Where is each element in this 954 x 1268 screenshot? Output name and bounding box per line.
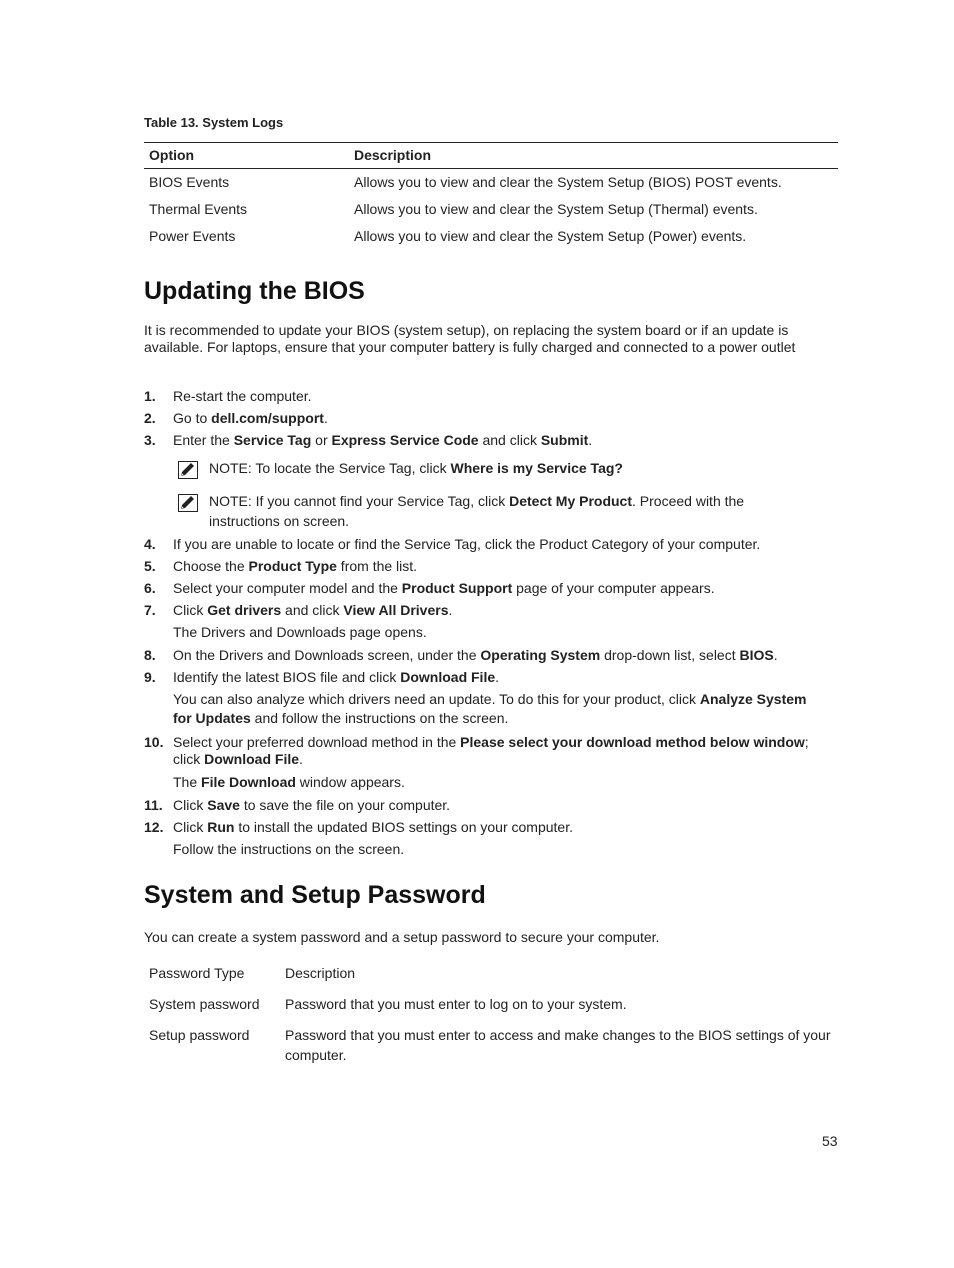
step-text: Choose the Product Type from the list.: [173, 558, 418, 574]
step-text: Click Run to install the updated BIOS settings on your computer.: [173, 819, 573, 835]
step-number: 8.: [144, 647, 156, 663]
system-logs-table: [144, 142, 838, 250]
section-heading-updating-bios: Updating the BIOS: [144, 277, 365, 305]
cell-password-type: System password: [149, 996, 260, 1012]
cell-option: Thermal Events: [149, 201, 248, 217]
step-text: If you are unable to locate or find the Service Tag, click the Product Category of your computer.: [173, 536, 761, 552]
password-intro-paragraph: You can create a system password and a setup password to secure your computer.: [144, 929, 660, 945]
table-row: [144, 989, 844, 1020]
step-text: On the Drivers and Downloads screen, under the Operating System drop-down list, select BIOS.: [173, 647, 778, 663]
cell-option: BIOS Events: [149, 174, 230, 190]
step-subtext: You can also analyze which drivers need an update. To do this for your product, click Analyze System for Updates and follow the instructions on the screen.: [173, 691, 807, 726]
column-header-option: Option: [144, 143, 349, 169]
step-number: 5.: [144, 558, 156, 574]
step-number: 1.: [144, 388, 156, 404]
step-text: Select your preferred download method in the Please select your download method below window; click Download File.: [173, 734, 809, 767]
column-header-description: Description: [349, 143, 838, 169]
step-number: 10.: [144, 734, 164, 750]
step-number: 4.: [144, 536, 156, 552]
note-text: NOTE: If you cannot find your Service Tag, click Detect My Product. Proceed with the instructions on screen.: [209, 493, 745, 529]
step-number: 2.: [144, 410, 156, 426]
table-header-row: [144, 958, 844, 989]
step-number: 9.: [144, 669, 156, 685]
step-number: 12.: [144, 819, 164, 835]
cell-password-type: Setup password: [149, 1027, 250, 1043]
column-header-password-type: Password Type: [149, 965, 245, 981]
table-row: [144, 169, 838, 197]
table-header-row: [144, 143, 838, 169]
step-text: Enter the Service Tag or Express Service Code and click Submit.: [173, 432, 593, 448]
step-text: Identify the latest BIOS file and click Download File.: [173, 669, 500, 685]
page-number: 53: [822, 1133, 838, 1149]
password-table: [144, 958, 844, 1071]
cell-description: Allows you to view and clear the System Setup (Thermal) events.: [354, 201, 758, 217]
note-text: NOTE: To locate the Service Tag, click Where is my Service Tag?: [209, 460, 623, 476]
pencil-note-icon: [178, 494, 198, 512]
cell-description: Password that you must enter to access and make changes to the BIOS settings of your computer.: [285, 1027, 831, 1063]
step-subtext: The Drivers and Downloads page opens.: [173, 624, 427, 640]
cell-option: Power Events: [149, 228, 236, 244]
table-row: [144, 196, 838, 223]
step-number: 3.: [144, 432, 156, 448]
link-dell-support[interactable]: dell.com/support: [211, 410, 324, 426]
column-header-description: Description: [285, 965, 356, 981]
table-row: [144, 223, 838, 250]
cell-description: Allows you to view and clear the System Setup (BIOS) POST events.: [354, 174, 782, 190]
step-subtext: The File Download window appears.: [173, 774, 405, 790]
section-heading-password: System and Setup Password: [144, 881, 486, 909]
step-number: 7.: [144, 602, 156, 618]
step-text: Select your computer model and the Product Support page of your computer appears.: [173, 580, 715, 596]
cell-description: Password that you must enter to log on to your system.: [285, 996, 627, 1012]
step-number: 11.: [144, 797, 163, 813]
step-text: Re-start the computer.: [173, 388, 312, 404]
step-subtext: Follow the instructions on the screen.: [173, 841, 405, 857]
table-row: [144, 1020, 844, 1071]
step-text: Click Save to save the file on your computer.: [173, 797, 451, 813]
cell-description: Allows you to view and clear the System Setup (Power) events.: [354, 228, 747, 244]
pencil-note-icon: [178, 461, 198, 479]
step-text: Click Get drivers and click View All Drivers.: [173, 602, 453, 618]
table-caption: Table 13. System Logs: [144, 115, 284, 130]
bios-intro-paragraph: It is recommended to update your BIOS (system setup), on replacing the system board or if an update is available. For laptops, ensure that your computer battery is fully charged and connected to a power outlet: [144, 322, 796, 355]
step-text: Go to dell.com/support.: [173, 410, 328, 426]
step-number: 6.: [144, 580, 156, 596]
